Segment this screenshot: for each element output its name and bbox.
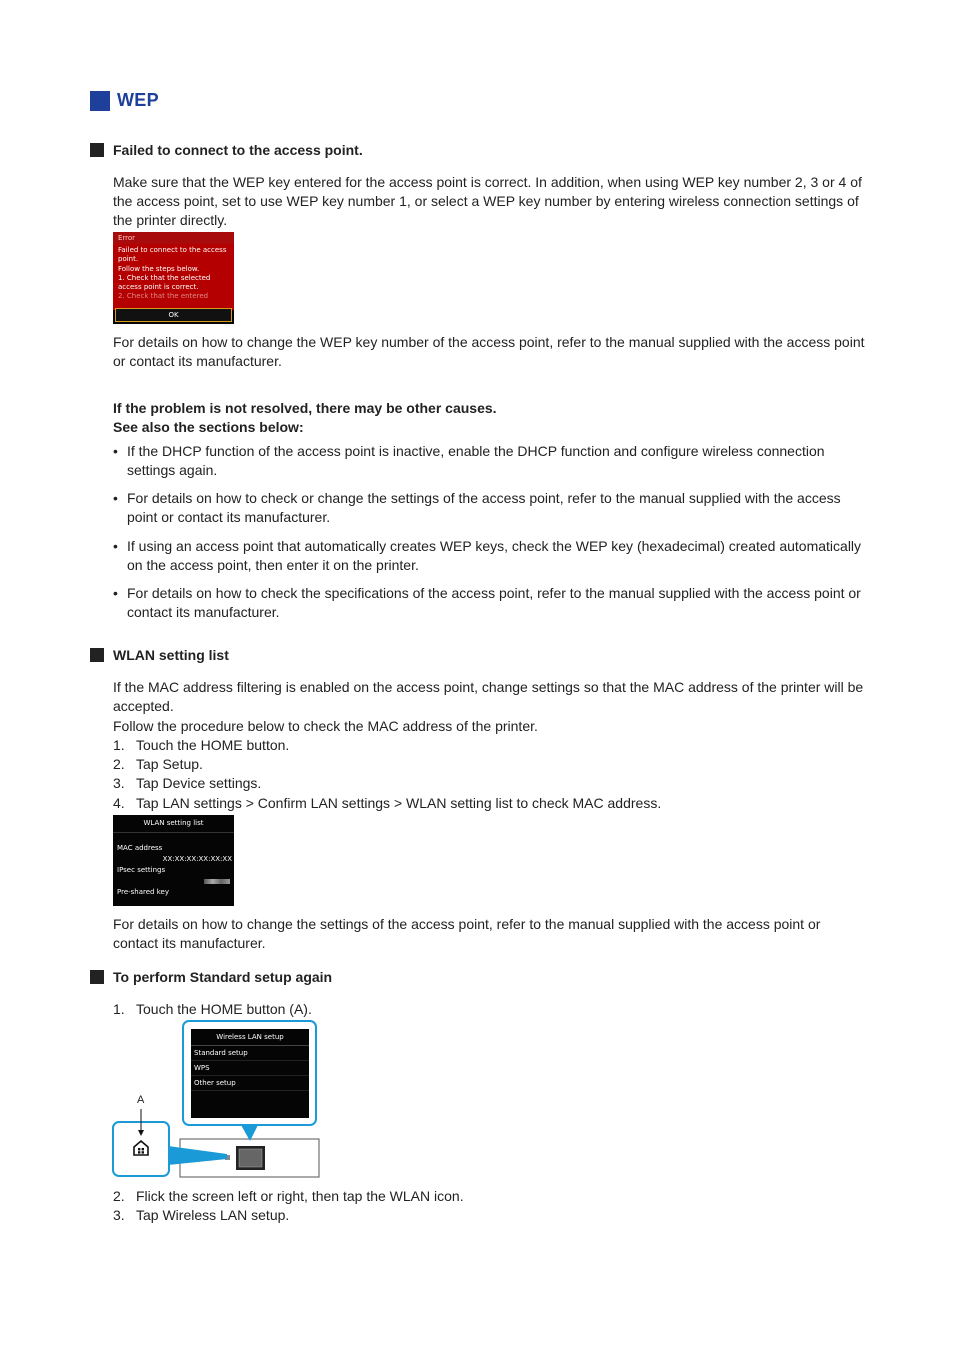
list-item: 4. Tap LAN settings > Confirm LAN settings > WLAN setting list to check MAC address. <box>113 795 662 811</box>
section-square-icon <box>90 648 104 662</box>
list-item: 1. Touch the HOME button. <box>113 737 290 753</box>
wls-item: Other setup <box>191 1076 309 1091</box>
blurred-value <box>113 876 234 887</box>
list-item: 1. Touch the HOME button (A). <box>113 1001 312 1017</box>
section-heading-failed-connect <box>90 142 363 158</box>
mac-address-label: MAC address <box>117 844 163 852</box>
page-title: WEP <box>117 90 159 110</box>
error-line: 2. Check that the entered <box>118 292 209 301</box>
bullet-item: • For details on how to check the specifications of the access point, refer to the manual supplied with the access point or contact its manufacturer. <box>113 584 865 622</box>
callout-label-a: A <box>137 1094 145 1106</box>
wls-item: Standard setup <box>191 1046 309 1061</box>
bullet-text: If the DHCP function of the access point is inactive, enable the DHCP function and configure wireless connection settings again. <box>127 443 825 479</box>
list-item: 2. Flick the screen left or right, then tap the WLAN icon. <box>113 1188 464 1204</box>
paragraph: If the MAC address filtering is enabled on the access point, change settings so that the MAC address of the printer will be accepted. <box>113 679 864 715</box>
wlan-screen-title: WLAN setting list <box>113 815 234 833</box>
section-square-icon <box>90 143 104 157</box>
bullet-text: For details on how to check the specifications of the access point, refer to the manual supplied with the access point or contact its manufacturer. <box>127 585 861 621</box>
error-line: Follow the steps below. <box>118 264 200 273</box>
list-item: 2. Tap Setup. <box>113 756 203 772</box>
other-causes-line2: See also the sections below: <box>113 419 304 435</box>
section-title: WLAN setting list <box>113 647 229 663</box>
section-heading-standard-setup <box>90 969 332 985</box>
paragraph: For details on how to change the settings of the access point, refer to the manual supplied with the access point or contact its manufacturer. <box>113 916 821 952</box>
paragraph: Follow the procedure below to check the MAC address of the printer. <box>113 718 538 734</box>
wireless-lan-setup-content <box>191 1029 309 1118</box>
wlan-setting-list-screen-image <box>113 815 234 906</box>
other-causes-line1: If the problem is not resolved, there may be other causes. <box>113 400 497 416</box>
bullet-item: • If the DHCP function of the access point is inactive, enable the DHCP function and configure wireless connection settings again. <box>113 442 865 480</box>
bullet-item: • For details on how to check or change the settings of the access point, refer to the manual supplied with the access point or contact its manufacturer. <box>113 489 865 527</box>
section-square-icon <box>90 970 104 984</box>
error-screen-body <box>113 244 234 310</box>
section-title: Failed to connect to the access point. <box>113 142 363 158</box>
wls-item: WPS <box>191 1061 309 1076</box>
heading-square-icon <box>90 91 110 111</box>
bullet-text: For details on how to check or change the settings of the access point, refer to the manual supplied with the access point or contact its manufacturer. <box>127 490 841 526</box>
wls-title: Wireless LAN setup <box>191 1029 309 1046</box>
bullet-item: • If using an access point that automatically creates WEP keys, check the WEP key (hexadecimal) created automatically on the access point, then enter it on the printer. <box>113 537 865 575</box>
list-item: 3. Tap Device settings. <box>113 775 262 791</box>
error-line: point. <box>118 255 139 264</box>
error-ok-button: OK <box>115 308 232 322</box>
list-item: 3. Tap Wireless LAN setup. <box>113 1207 290 1223</box>
psk-label: Pre-shared key <box>117 888 169 896</box>
error-line: 1. Check that the selected <box>118 273 211 282</box>
section-title: To perform Standard setup again <box>113 969 333 985</box>
section-heading-wlan-list <box>90 647 229 663</box>
page-heading <box>90 90 159 111</box>
ipsec-label: IPsec settings <box>117 866 166 874</box>
error-line: access point is correct. <box>118 283 199 292</box>
error-line: Failed to connect to the access <box>118 246 227 254</box>
paragraph: Make sure that the WEP key entered for the access point is correct. In addition, when using WEP key number 2, 3 or 4 of the access point, set to use WEP key number 1, or select a WEP key number by entering wireless connection settings of the printer directly. <box>113 174 862 229</box>
paragraph: For details on how to change the WEP key number of the access point, refer to the manual supplied with the access point or contact its manufacturer. <box>113 334 865 370</box>
mac-address-value: XX:XX:XX:XX:XX:XX <box>162 855 232 863</box>
error-screen-image <box>113 232 234 324</box>
bullet-text: If using an access point that automatically creates WEP keys, check the WEP key (hexadecimal) created automatically on the access point, then enter it on the printer. <box>127 538 862 574</box>
error-screen-header: Error <box>113 232 234 244</box>
